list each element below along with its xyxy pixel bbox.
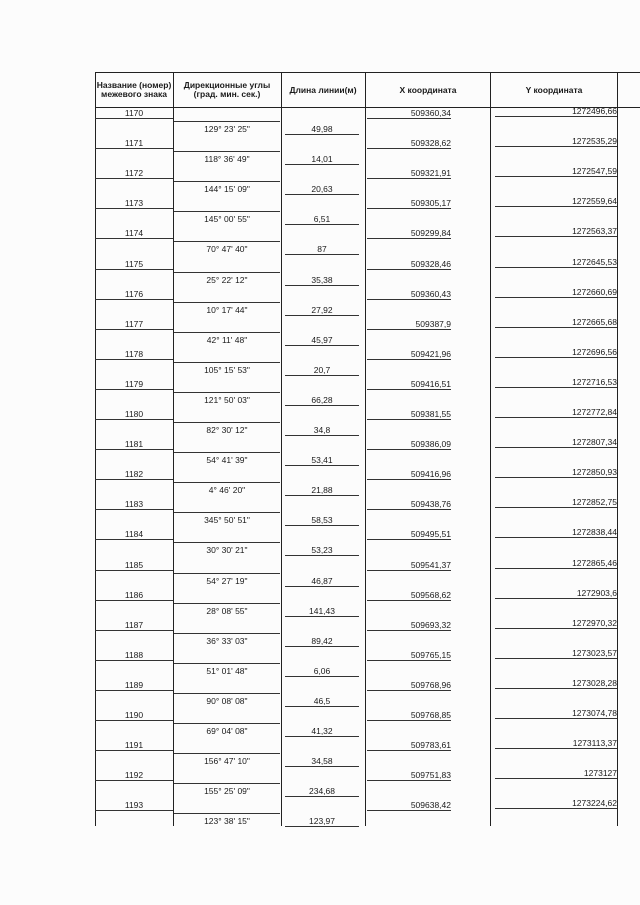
y-coordinate: 1272496,66 [572,106,617,116]
direction-angle: 156° 47' 10" [204,756,250,767]
column-divider [365,72,366,826]
header-y: Y координата [525,84,583,95]
column-divider [490,72,491,826]
y-coordinate: 1272807,34 [572,437,617,448]
row-divider [174,783,280,784]
x-coordinate: 509381,55 [410,409,451,419]
row-divider [285,254,359,255]
y-coordinate: 1273074,78 [572,708,617,718]
row-divider [367,660,451,661]
row-divider [285,285,359,286]
row-divider [95,299,173,300]
x-coordinate: 509768,85 [410,710,451,720]
y-coordinate: 1273224,62 [572,798,617,809]
direction-angle: 51° 01' 48" [206,665,248,676]
point-name: 1171 [124,138,144,149]
row-divider [367,539,451,540]
row-divider [367,359,451,360]
row-divider [95,419,173,420]
row-divider [95,238,173,239]
row-divider [285,134,359,135]
row-divider [367,509,451,510]
row-divider [95,208,173,209]
row-divider [95,178,173,179]
line-length: 53,41 [311,455,333,466]
row-divider [285,375,359,376]
row-divider [174,813,280,814]
x-coordinate: 509386,09 [410,439,451,450]
row-divider [285,586,359,587]
x-coordinate: 509495,51 [410,529,451,540]
coordinates-table [95,72,640,826]
line-length: 66,28 [311,394,333,405]
row-divider [174,573,280,574]
direction-angle: 105° 15' 53" [204,364,250,375]
row-divider [495,176,617,177]
direction-angle: 4° 46' 20" [208,485,246,496]
row-divider [285,224,359,225]
row-divider [285,315,359,316]
point-name: 1192 [124,770,144,781]
y-coordinate: 1272559,64 [572,196,617,207]
header-name: Название (номер) межевого знака [96,80,172,99]
point-name: 1173 [124,198,144,209]
row-divider [495,327,617,328]
line-length: 20,63 [311,184,333,195]
row-divider [174,753,280,754]
row-divider [495,507,617,508]
row-divider [285,465,359,466]
y-coordinate: 1272645,53 [572,256,617,267]
row-divider [495,537,617,538]
point-name: 1178 [124,348,144,359]
row-divider [95,148,173,149]
direction-angle: 70° 47' 40" [206,244,248,255]
row-divider [95,479,173,480]
point-name: 1172 [124,168,144,179]
row-divider [367,810,451,811]
row-divider [174,272,280,273]
row-divider [174,452,280,453]
point-name: 1175 [124,258,144,269]
row-divider [495,417,617,418]
row-divider [367,570,451,571]
direction-angle: 144° 15' 09" [204,184,250,195]
line-length: 14,01 [311,154,333,165]
row-divider [367,690,451,691]
row-divider [495,387,617,388]
row-divider [174,633,280,634]
point-name: 1170 [124,108,144,118]
table-header [95,72,640,108]
x-coordinate: 509751,83 [410,770,451,781]
point-name: 1185 [124,559,144,570]
direction-angle: 123° 38' 15" [204,816,250,827]
x-coordinate: 509328,62 [410,138,451,149]
header-x: X координата [399,84,457,95]
row-divider [495,748,617,749]
line-length: 89,42 [311,635,333,646]
line-length: 123,97 [309,816,335,827]
y-coordinate: 1272563,37 [572,226,617,237]
row-divider [495,267,617,268]
row-divider [367,148,451,149]
row-divider [495,477,617,478]
row-divider [174,422,280,423]
x-coordinate: 509387,9 [415,318,451,329]
x-coordinate: 509638,42 [410,800,451,811]
row-divider [95,660,173,661]
header-length: Длина линии(м) [289,84,357,95]
y-coordinate: 1272903,6 [576,587,617,598]
direction-angle: 145° 00' 55" [204,214,250,225]
row-divider [95,118,173,119]
line-length: 6,51 [313,214,331,225]
row-divider [367,780,451,781]
direction-angle: 42° 11' 48" [206,334,248,345]
x-coordinate: 509416,96 [410,469,451,480]
direction-angle: 129° 23' 25" [204,124,250,134]
row-divider [367,118,451,119]
line-length: 87 [317,244,327,255]
row-divider [495,146,617,147]
line-length: 34,8 [313,425,331,435]
row-divider [495,206,617,207]
point-name: 1176 [124,288,144,299]
direction-angle: 25° 22' 12" [206,274,248,285]
y-coordinate: 1272716,53 [572,376,617,387]
row-divider [285,405,359,406]
row-divider [285,736,359,737]
row-divider [95,509,173,510]
y-coordinate: 1272660,69 [572,286,617,297]
y-coordinate: 1273023,57 [572,647,617,658]
x-coordinate: 509299,84 [410,228,451,239]
y-coordinate: 1272535,29 [572,136,617,147]
row-divider [174,723,280,724]
y-coordinate: 1272696,56 [572,346,617,357]
row-divider [285,194,359,195]
row-divider [495,778,617,779]
row-divider [367,750,451,751]
y-coordinate: 1272772,84 [572,407,617,417]
x-coordinate: 509360,43 [410,288,451,299]
line-length: 49,98 [311,124,333,134]
row-divider [495,658,617,659]
direction-angle: 54° 27' 19" [206,575,248,586]
row-divider [495,598,617,599]
row-divider [367,720,451,721]
row-divider [495,688,617,689]
point-name: 1188 [124,649,144,660]
row-divider [285,495,359,496]
x-coordinate: 509360,34 [410,108,451,118]
row-divider [174,542,280,543]
row-divider [367,630,451,631]
line-length: 21,88 [311,485,333,496]
point-name: 1190 [124,710,144,720]
x-coordinate: 509328,46 [410,258,451,269]
line-length: 58,53 [311,515,333,526]
point-name: 1181 [124,439,144,450]
row-divider [367,299,451,300]
x-coordinate: 509693,32 [410,619,451,630]
row-divider [174,663,280,664]
point-name: 1191 [124,740,144,751]
column-divider [617,72,618,826]
point-name: 1187 [124,619,144,630]
row-divider [285,826,359,827]
row-divider [367,600,451,601]
row-divider [285,616,359,617]
row-divider [95,389,173,390]
direction-angle: 345° 50' 51" [204,515,250,526]
x-coordinate: 509783,61 [410,740,451,751]
row-divider [495,718,617,719]
point-name: 1179 [124,378,144,389]
row-divider [95,810,173,811]
line-length: 27,92 [311,304,333,315]
y-coordinate: 1273113,37 [572,738,617,749]
point-name: 1180 [124,409,144,419]
line-length: 46,87 [311,575,333,586]
y-coordinate: 1272850,93 [572,467,617,478]
row-divider [95,600,173,601]
row-divider [95,359,173,360]
row-divider [95,780,173,781]
row-divider [95,720,173,721]
row-divider [285,646,359,647]
header-angle: Дирекционные углы (град. мин. сек.) [183,80,271,99]
row-divider [174,482,280,483]
direction-angle: 82° 30' 12" [206,425,248,435]
row-divider [367,449,451,450]
x-coordinate: 509321,91 [410,168,451,179]
direction-angle: 69° 04' 08" [206,726,248,736]
row-divider [495,447,617,448]
row-divider [285,555,359,556]
y-coordinate: 1273127 [583,768,617,779]
row-divider [174,151,280,152]
row-divider [367,329,451,330]
row-divider [285,676,359,677]
row-divider [174,332,280,333]
x-coordinate: 509305,17 [410,198,451,209]
line-length: 141,43 [309,605,335,616]
row-divider [285,706,359,707]
row-divider [174,693,280,694]
x-coordinate: 509416,51 [410,378,451,389]
direction-angle: 90° 08' 08" [206,695,248,706]
row-divider [174,121,280,122]
row-divider [95,690,173,691]
y-coordinate: 1272852,75 [572,497,617,508]
row-divider [95,329,173,330]
row-divider [174,392,280,393]
direction-angle: 54° 41' 39" [206,455,248,466]
row-divider [95,570,173,571]
y-coordinate: 1272970,32 [572,617,617,628]
line-length: 45,97 [311,334,333,345]
point-name: 1193 [124,800,144,811]
row-divider [285,525,359,526]
y-coordinate: 1272865,46 [572,557,617,568]
line-length: 46,5 [313,695,331,706]
point-name: 1174 [124,228,144,239]
row-divider [174,362,280,363]
point-name: 1183 [124,499,144,510]
direction-angle: 121° 50' 03" [204,394,250,405]
row-divider [495,297,617,298]
direction-angle: 118° 36' 49" [204,154,250,165]
point-name: 1186 [124,589,144,600]
direction-angle: 155° 25' 09" [204,786,250,797]
row-divider [285,796,359,797]
row-divider [285,766,359,767]
row-divider [174,211,280,212]
row-divider [495,628,617,629]
x-coordinate: 509768,96 [410,679,451,690]
row-divider [95,750,173,751]
y-coordinate: 1272838,44 [572,527,617,538]
row-divider [95,630,173,631]
x-coordinate: 509765,15 [410,649,451,660]
point-name: 1184 [124,529,144,540]
line-length: 53,23 [311,545,333,556]
y-coordinate: 1273028,28 [572,677,617,688]
row-divider [95,269,173,270]
x-coordinate: 509568,62 [410,589,451,600]
y-coordinate: 1272547,59 [572,166,617,177]
row-divider [174,512,280,513]
x-coordinate: 509541,37 [410,559,451,570]
row-divider [285,345,359,346]
line-length: 34,58 [311,756,333,767]
point-name: 1182 [124,469,144,480]
row-divider [495,116,617,117]
line-length: 6,06 [313,665,331,676]
row-divider [285,164,359,165]
row-divider [367,238,451,239]
row-divider [495,808,617,809]
row-divider [174,181,280,182]
row-divider [495,357,617,358]
row-divider [367,479,451,480]
x-coordinate: 509421,96 [410,348,451,359]
row-divider [95,539,173,540]
row-divider [95,449,173,450]
row-divider [367,419,451,420]
line-length: 234,68 [309,786,335,797]
direction-angle: 28° 08' 55" [206,605,248,616]
x-coordinate: 509438,76 [410,499,451,510]
row-divider [174,302,280,303]
direction-angle: 30° 30' 21" [206,545,248,556]
line-length: 41,32 [311,726,333,736]
direction-angle: 10° 17' 44" [206,304,248,315]
row-divider [174,241,280,242]
line-length: 35,38 [311,274,333,285]
direction-angle: 36° 33' 03" [206,635,248,646]
row-divider [285,435,359,436]
row-divider [367,269,451,270]
row-divider [367,178,451,179]
point-name: 1189 [124,679,144,690]
row-divider [367,208,451,209]
row-divider [367,389,451,390]
y-coordinate: 1272665,68 [572,316,617,327]
point-name: 1177 [124,318,144,329]
line-length: 20,7 [313,364,331,375]
row-divider [174,603,280,604]
row-divider [495,568,617,569]
row-divider [495,236,617,237]
